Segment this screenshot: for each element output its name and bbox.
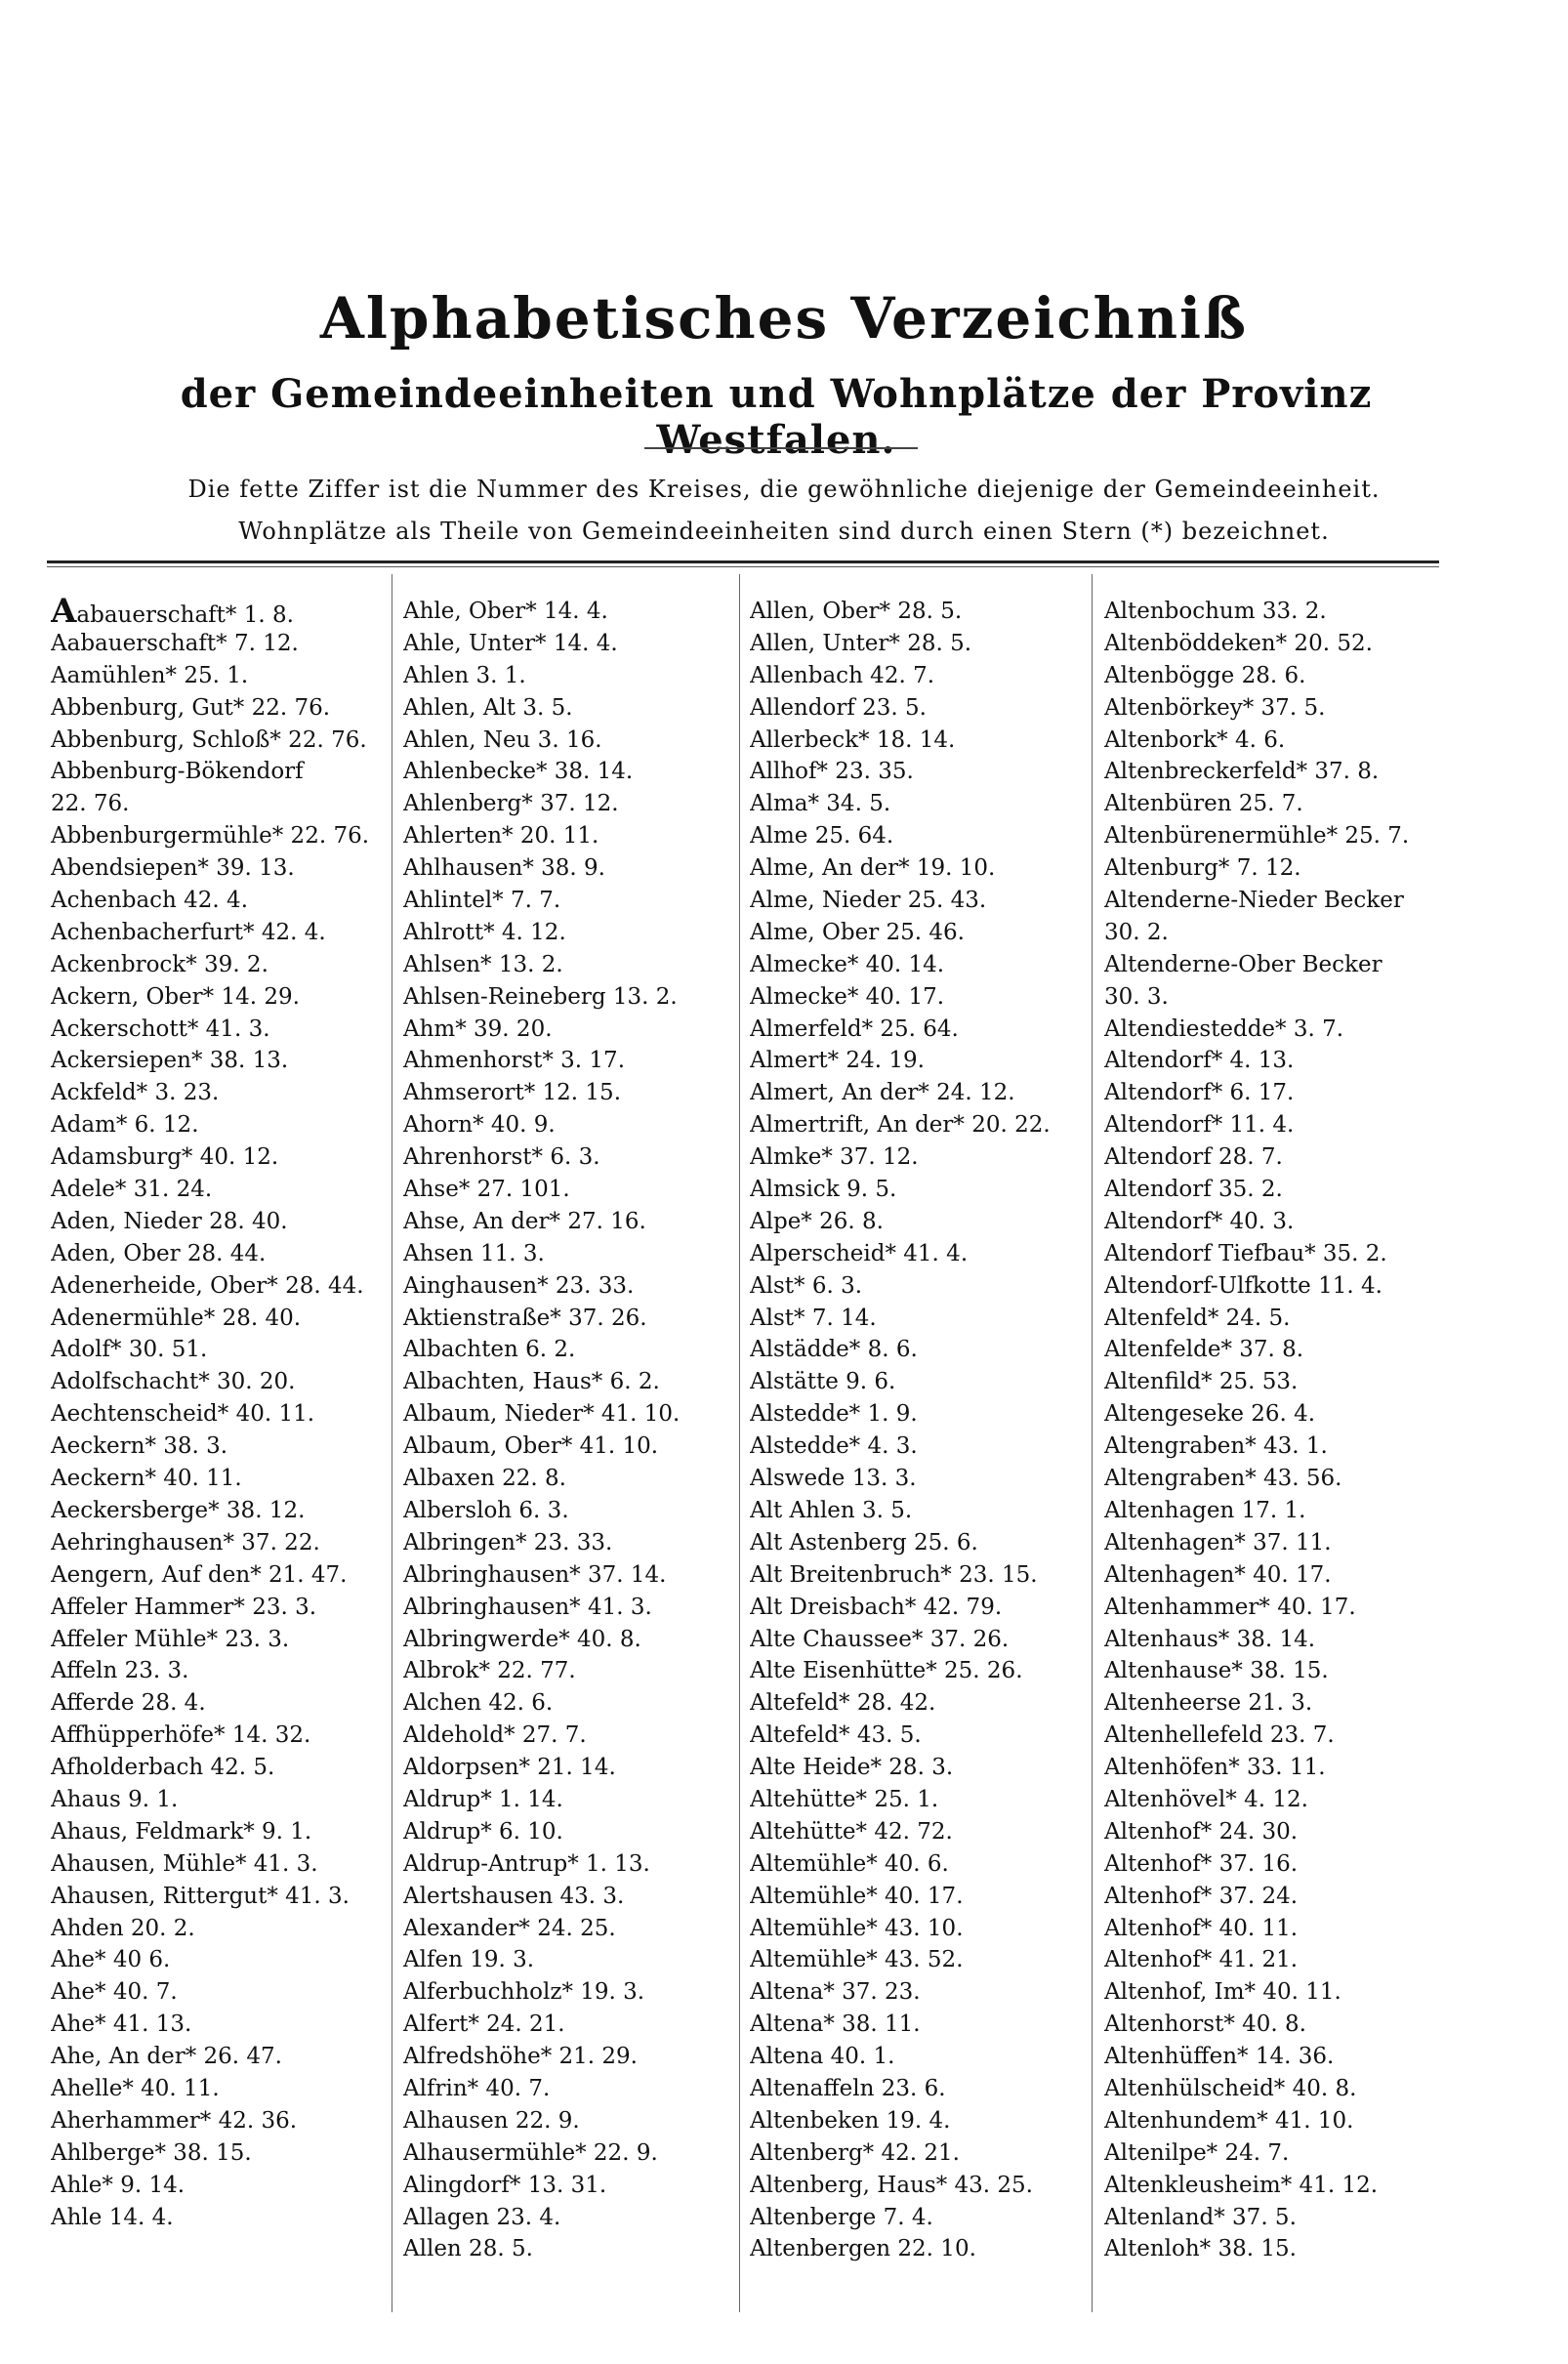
index-entry: Aeckern* 38. 3.: [51, 1433, 228, 1460]
index-entry: Alfrin* 40. 7.: [403, 2075, 551, 2101]
index-entry: Ahorn* 40. 9.: [403, 1112, 556, 1139]
index-entry: Aengern, Auf den* 21. 47.: [51, 1561, 348, 1588]
index-entry: Alt Breitenbruch* 23. 15.: [750, 1561, 1038, 1588]
index-entry: Aktienstraße* 37. 26.: [403, 1305, 647, 1331]
index-entry: Adamsburg* 40. 12.: [51, 1144, 279, 1171]
index-entry: Alt Astenberg 25. 6.: [750, 1529, 978, 1555]
explanatory-note-line-2: Wohnplätze als Theile von Gemeindeeinheiten sind durch einen Stern (*) bezeichnet.: [238, 518, 1330, 545]
index-entry: Altendorf 35. 2.: [1104, 1177, 1283, 1203]
index-entry: Altenhagen 17. 1.: [1104, 1497, 1306, 1523]
index-entry: Altenböddeken* 20. 52.: [1104, 630, 1373, 656]
index-entry: Alme, Nieder 25. 43.: [750, 888, 987, 914]
index-entry: Ahden 20. 2.: [51, 1915, 195, 1941]
index-entry: Altenhof* 41. 21.: [1104, 1947, 1299, 1973]
index-entry: Altenhof* 37. 16.: [1104, 1850, 1299, 1877]
index-entry: Altendorf* 4. 13.: [1104, 1048, 1295, 1074]
index-entry: Albersloh 6. 3.: [403, 1497, 569, 1523]
index-entry: Altehütte* 42. 72.: [750, 1818, 953, 1845]
index-entry: Adenerheide, Ober* 28. 44.: [51, 1272, 364, 1299]
index-entry: Aeckersberge* 38. 12.: [51, 1497, 306, 1523]
index-entry: Altenhaus* 38. 14.: [1104, 1626, 1316, 1652]
index-entry: Altenbögge 28. 6.: [1104, 662, 1306, 688]
index-entry: Alfredshöhe* 21. 29.: [403, 2044, 638, 2070]
index-entry: Altendorf-Ulfkotte 11. 4.: [1104, 1272, 1382, 1299]
index-entry: Abbenburg, Schloß* 22. 76.: [51, 726, 367, 753]
index-entry: Ahlrott* 4. 12.: [403, 919, 566, 945]
index-entry: Abbenburg-Bökendorf: [51, 759, 304, 785]
index-entry: Altenfeld* 24. 5.: [1104, 1305, 1291, 1331]
index-entry: Altendorf Tiefbau* 35. 2.: [1104, 1240, 1387, 1266]
index-entry: Altenland* 37. 5.: [1104, 2204, 1297, 2230]
index-entry: Albaum, Ober* 41. 10.: [403, 1433, 659, 1460]
index-entry: Ackerschott* 41. 3.: [51, 1016, 270, 1042]
index-entry: Altenberge 7. 4.: [750, 2204, 933, 2230]
index-entry: Altenhorst* 40. 8.: [1104, 2011, 1306, 2038]
index-entry: Altenbörkey* 37. 5.: [1104, 694, 1326, 721]
index-entry: Allendorf 23. 5.: [750, 694, 927, 721]
index-entry: Aldrup* 1. 14.: [403, 1786, 563, 1812]
index-entry: Ahse, An der* 27. 16.: [403, 1208, 646, 1234]
index-entry: Alstedde* 1. 9.: [750, 1401, 918, 1428]
index-entry: Ahsen 11. 3.: [403, 1240, 545, 1266]
index-entry: Altendorf 28. 7.: [1104, 1144, 1283, 1171]
index-entry: Achenbach 42. 4.: [51, 888, 249, 914]
index-entry: Alperscheid* 41. 4.: [750, 1240, 969, 1266]
index-entry: Altenhammer* 40. 17.: [1104, 1594, 1356, 1620]
index-entry: Altenhof* 24. 30.: [1104, 1818, 1299, 1845]
index-entry: Altenhüffen* 14. 36.: [1104, 2044, 1335, 2070]
index-entry: Alingdorf* 13. 31.: [403, 2172, 607, 2198]
index-entry: Alte Heide* 28. 3.: [750, 1755, 954, 1781]
index-entry: Aldorpsen* 21. 14.: [403, 1755, 616, 1781]
index-entry: 22. 76.: [51, 791, 130, 817]
index-entry: Altenhause* 38. 15.: [1104, 1658, 1329, 1684]
index-entry: Altenburg* 7. 12.: [1104, 855, 1301, 882]
index-entry: Altenhundem* 41. 10.: [1104, 2107, 1354, 2134]
index-entry: Altenloh* 38. 15.: [1104, 2236, 1297, 2262]
index-entry: Albachten, Haus* 6. 2.: [403, 1369, 660, 1395]
index-entry: Alstätte 9. 6.: [750, 1369, 896, 1395]
index-entry: Ahlberge* 38. 15.: [51, 2139, 252, 2166]
index-entry: Ahe, An der* 26. 47.: [51, 2044, 282, 2070]
index-entry: Altenbork* 4. 6.: [1104, 726, 1286, 753]
index-entry: Adolf* 30. 51.: [51, 1337, 208, 1363]
index-entry: Altenhof* 40. 11.: [1104, 1915, 1299, 1941]
index-entry: Alme, Ober 25. 46.: [750, 919, 965, 945]
index-entry: Almke* 37. 12.: [750, 1144, 919, 1171]
index-entry: Ahlen, Alt 3. 5.: [403, 694, 573, 721]
index-entry: Alhausen 22. 9.: [403, 2107, 580, 2134]
index-entry: Ahausen, Rittergut* 41. 3.: [51, 1883, 350, 1909]
index-entry: Ahelle* 40. 11.: [51, 2075, 220, 2101]
index-entry: Almsick 9. 5.: [750, 1177, 897, 1203]
index-entry: 30. 2.: [1104, 919, 1169, 945]
column-divider: [1092, 574, 1093, 2312]
index-entry: Ahse* 27. 101.: [403, 1177, 570, 1203]
index-entry: Altenbeken 19. 4.: [750, 2107, 951, 2134]
page-title: Alphabetisches Verzeichniß: [319, 285, 1249, 352]
index-entry: Altenbergen 22. 10.: [750, 2236, 976, 2262]
index-entry: Adolfschacht* 30. 20.: [51, 1369, 296, 1395]
index-entry: Ackenbrock* 39. 2.: [51, 951, 268, 977]
index-entry: Allen, Unter* 28. 5.: [750, 630, 972, 656]
index-entry: Ahmenhorst* 3. 17.: [403, 1048, 626, 1074]
index-entry: Albrok* 22. 77.: [403, 1658, 576, 1684]
index-entry: Ahe* 41. 13.: [51, 2011, 192, 2038]
index-entry: Ackfeld* 3. 23.: [51, 1080, 220, 1106]
index-entry: Altena 40. 1.: [750, 2044, 895, 2070]
index-entry: Almecke* 40. 14.: [750, 951, 945, 977]
index-entry: Altenderne-Ober Becker: [1104, 951, 1382, 977]
index-entry: Ahlerten* 20. 11.: [403, 823, 599, 850]
index-entry: Allenbach 42. 7.: [750, 662, 935, 688]
index-entry: Alstedde* 4. 3.: [750, 1433, 918, 1460]
index-entry: Altenberg, Haus* 43. 25.: [750, 2172, 1033, 2198]
index-entry: Almert, An der* 24. 12.: [750, 1080, 1015, 1106]
index-entry: Altehütte* 25. 1.: [750, 1786, 939, 1812]
index-entry: Allhof* 23. 35.: [750, 759, 914, 785]
index-entry: Ahlenberg* 37. 12.: [403, 791, 619, 817]
index-entry: Ahausen, Mühle* 41. 3.: [51, 1850, 318, 1877]
index-entry: Ainghausen* 23. 33.: [403, 1272, 635, 1299]
explanatory-note-line-1: Die fette Ziffer ist die Nummer des Kreises, die gewöhnliche diejenige der Gemeindeeinheit.: [187, 476, 1381, 503]
index-entry: Ahe* 40. 7.: [51, 1979, 178, 2006]
index-entry: Altefeld* 28. 42.: [750, 1690, 936, 1717]
index-entry: Allerbeck* 18. 14.: [750, 726, 956, 753]
index-entry: Ahle, Unter* 14. 4.: [403, 630, 618, 656]
index-entry: Altenhagen* 37. 11.: [1104, 1529, 1332, 1555]
index-entry: Achenbacherfurt* 42. 4.: [51, 919, 326, 945]
index-column-3: [750, 596, 1087, 2265]
index-entry: Aldrup* 6. 10.: [403, 1818, 563, 1845]
index-entry: Albringen* 23. 33.: [403, 1529, 613, 1555]
index-entry: Altemühle* 40. 6.: [750, 1850, 949, 1877]
index-entry: Alhausermühle* 22. 9.: [403, 2139, 658, 2166]
index-entry: Aherhammer* 42. 36.: [51, 2107, 298, 2134]
index-entry: Altenilpe* 24. 7.: [1104, 2139, 1290, 2166]
index-entry: Altenheerse 21. 3.: [1104, 1690, 1313, 1717]
index-entry: Allen, Ober* 28. 5.: [750, 599, 963, 624]
index-entry: Affeler Hammer* 23. 3.: [51, 1594, 317, 1620]
index-entry: Altendorf* 40. 3.: [1104, 1208, 1295, 1234]
index-entry: Almecke* 40. 17.: [750, 983, 945, 1010]
index-entry: Albringwerde* 40. 8.: [403, 1626, 641, 1652]
index-entry: Almert* 24. 19.: [750, 1048, 925, 1074]
index-entry: Altemühle* 43. 52.: [750, 1947, 964, 1973]
index-entry: Altenbürenermühle* 25. 7.: [1104, 823, 1410, 850]
index-entry: Altena* 38. 11.: [750, 2011, 921, 2038]
index-entry: Altengraben* 43. 1.: [1104, 1433, 1328, 1460]
index-entry: Ahlen, Neu 3. 16.: [403, 726, 602, 753]
header-rule: [47, 560, 1439, 563]
index-entry: Afholderbach 42. 5.: [51, 1755, 275, 1781]
index-entry: Adele* 31. 24.: [51, 1177, 213, 1203]
header-rule-thin: [47, 566, 1439, 567]
index-entry: Altefeld* 43. 5.: [750, 1722, 922, 1749]
index-entry: Almerfeld* 25. 64.: [750, 1016, 959, 1042]
index-entry: Altendiestedde* 3. 7.: [1104, 1016, 1344, 1042]
index-entry: Adenermühle* 28. 40.: [51, 1305, 302, 1331]
index-entry: Altenhellefeld 23. 7.: [1104, 1722, 1335, 1749]
index-entry: Altenbüren 25. 7.: [1104, 791, 1303, 817]
index-entry: Altenkleusheim* 41. 12.: [1104, 2172, 1379, 2198]
index-entry: Almertrift, An der* 20. 22.: [750, 1112, 1051, 1139]
index-entry: Alferbuchholz* 19. 3.: [403, 1979, 645, 2006]
index-entry: Altendorf* 6. 17.: [1104, 1080, 1295, 1106]
index-entry: Aechtenscheid* 40. 11.: [51, 1401, 315, 1428]
index-entry: Altenhagen* 40. 17.: [1104, 1561, 1332, 1588]
index-entry: Altenberg* 42. 21.: [750, 2139, 960, 2166]
index-entry: Abendsiepen* 39. 13.: [51, 855, 295, 882]
index-entry: Altenhöfen* 33. 11.: [1104, 1755, 1326, 1781]
index-entry: Ahlintel* 7. 7.: [403, 888, 561, 914]
index-entry: Alma* 34. 5.: [750, 791, 891, 817]
index-entry: Ahlenbecke* 38. 14.: [403, 759, 634, 785]
index-entry: Altenbreckerfeld* 37. 8.: [1104, 759, 1380, 785]
index-entry: Adam* 6. 12.: [51, 1112, 199, 1139]
index-entry: Altenhof* 37. 24.: [1104, 1883, 1299, 1909]
index-entry: 30. 3.: [1104, 983, 1169, 1010]
index-entry: Affeln 23. 3.: [51, 1658, 189, 1684]
index-entry: Alme, An der* 19. 10.: [750, 855, 996, 882]
index-column-4: [1104, 596, 1441, 2265]
index-entry: Alertshausen 43. 3.: [403, 1883, 625, 1909]
index-entry: Aeckern* 40. 11.: [51, 1466, 242, 1492]
index-entry: Ahm* 39. 20.: [403, 1016, 553, 1042]
index-entry: Alme 25. 64.: [750, 823, 894, 850]
index-entry: Alte Chaussee* 37. 26.: [750, 1626, 1010, 1652]
index-entry: Alchen 42. 6.: [403, 1690, 554, 1717]
index-entry: Aden, Nieder 28. 40.: [51, 1208, 288, 1234]
index-entry: Albachten 6. 2.: [403, 1337, 576, 1363]
index-entry: Altenderne-Nieder Becker: [1104, 888, 1404, 914]
index-entry: Alstädde* 8. 6.: [750, 1337, 918, 1363]
index-entry: Albringhausen* 41. 3.: [403, 1594, 652, 1620]
index-entry: Affeler Mühle* 23. 3.: [51, 1626, 290, 1652]
title-divider: [644, 447, 918, 449]
index-entry: Aldehold* 27. 7.: [403, 1722, 587, 1749]
index-entry: Aabauerschaft* 1. 8.: [51, 596, 388, 628]
index-entry: Ahaus, Feldmark* 9. 1.: [51, 1818, 312, 1845]
index-entry: Alfert* 24. 21.: [403, 2011, 565, 2038]
index-entry: Alst* 7. 14.: [750, 1305, 877, 1331]
index-entry: Altenfild* 25. 53.: [1104, 1369, 1299, 1395]
index-entry: Ahlsen-Reineberg 13. 2.: [403, 983, 678, 1010]
index-entry: Allen 28. 5.: [403, 2236, 533, 2262]
index-entry: Altengraben* 43. 56.: [1104, 1466, 1342, 1492]
index-entry: Altenfelde* 37. 8.: [1104, 1337, 1304, 1363]
index-entry: Altemühle* 43. 10.: [750, 1915, 964, 1941]
index-entry: Altenhülscheid* 40. 8.: [1104, 2075, 1357, 2101]
index-entry: Ahlen 3. 1.: [403, 662, 526, 688]
index-column-1: [51, 596, 388, 2233]
index-entry: Alte Eisenhütte* 25. 26.: [750, 1658, 1023, 1684]
index-column-2: [403, 596, 740, 2265]
page-subtitle: der Gemeindeeinheiten und Wohnplätze der Provinz Westfalen.: [180, 371, 1373, 463]
index-entry: Ackern, Ober* 14. 29.: [51, 983, 300, 1010]
index-entry: Ahle 14. 4.: [51, 2204, 174, 2230]
index-entry: Afferde 28. 4.: [51, 1690, 206, 1717]
index-entry: Alt Ahlen 3. 5.: [750, 1497, 913, 1523]
index-entry: Ahe* 40 6.: [51, 1947, 171, 1973]
index-entry: Alpe* 26. 8.: [750, 1208, 884, 1234]
index-entry: Aabauerschaft* 7. 12.: [51, 630, 299, 656]
index-entry: Aden, Ober 28. 44.: [51, 1240, 267, 1266]
index-entry: Altenaffeln 23. 6.: [750, 2075, 946, 2101]
index-entry: Allagen 23. 4.: [403, 2204, 561, 2230]
index-entry: Ahaus 9. 1.: [51, 1786, 179, 1812]
index-entry: Alfen 19. 3.: [403, 1947, 535, 1973]
index-entry: Altenhof, Im* 40. 11.: [1104, 1979, 1341, 2006]
index-entry: Aldrup-Antrup* 1. 13.: [403, 1850, 650, 1877]
index-entry: Ahle, Ober* 14. 4.: [403, 599, 608, 624]
index-entry: Affhüpperhöfe* 14. 32.: [51, 1722, 311, 1749]
index-entry: Ahlhausen* 38. 9.: [403, 855, 605, 882]
index-entry: Altenbochum 33. 2.: [1104, 599, 1327, 624]
index-entry: Altengeseke 26. 4.: [1104, 1401, 1316, 1428]
index-entry: Alswede 13. 3.: [750, 1466, 917, 1492]
index-entry: Abbenburgermühle* 22. 76.: [51, 823, 370, 850]
index-entry: Altemühle* 40. 17.: [750, 1883, 964, 1909]
index-entry: Albringhausen* 37. 14.: [403, 1561, 667, 1588]
index-entry: Aehringhausen* 37. 22.: [51, 1529, 320, 1555]
index-entry: Altena* 37. 23.: [750, 1979, 921, 2006]
index-entry: Ackersiepen* 38. 13.: [51, 1048, 289, 1074]
index-entry: Ahrenhorst* 6. 3.: [403, 1144, 600, 1171]
initial-letter: A: [51, 596, 77, 628]
index-entry: Alexander* 24. 25.: [403, 1915, 616, 1941]
index-entry: Alt Dreisbach* 42. 79.: [750, 1594, 1003, 1620]
index-entry: Albaxen 22. 8.: [403, 1466, 566, 1492]
index-entry: Aamühlen* 25. 1.: [51, 662, 249, 688]
index-entry: Abbenburg, Gut* 22. 76.: [51, 694, 331, 721]
index-entry: Altendorf* 11. 4.: [1104, 1112, 1295, 1139]
index-entry: Ahle* 9. 14.: [51, 2172, 186, 2198]
index-entry: Altenhövel* 4. 12.: [1104, 1786, 1308, 1812]
index-entry: Albaum, Nieder* 41. 10.: [403, 1401, 681, 1428]
index-entry: Ahmserort* 12. 15.: [403, 1080, 622, 1106]
index-entry: Alst* 6. 3.: [750, 1272, 863, 1299]
index-entry: Ahlsen* 13. 2.: [403, 951, 563, 977]
